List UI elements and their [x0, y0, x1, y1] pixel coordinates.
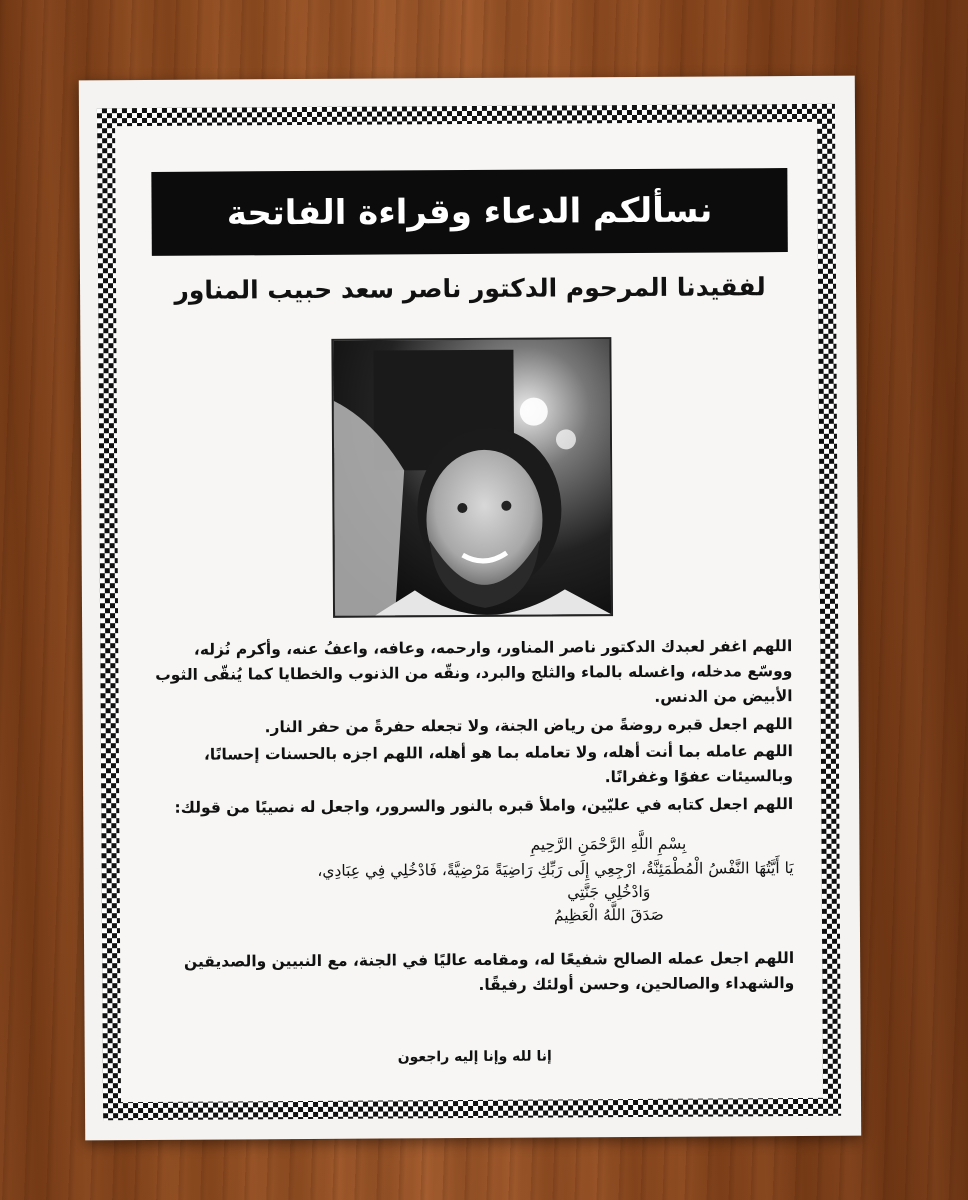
prayer-paragraph-1: اللهم اغفر لعبدك الدكتور ناصر المناور، وارحمه، وعافه، واعفُ عنه، وأكرم نُزله، ووسّع مدخله، واغسله بالماء والثلج والبرد، ونقّه من الذنوب والخطايا كما يُنقّى الثوب الأبيض من الدنس. — [155, 637, 793, 706]
portrait-photo-svg — [333, 339, 611, 616]
header-banner — [151, 168, 788, 256]
prayer-paragraph-3: اللهم عامله بما أنت أهله، ولا تعامله بما هو أهله، اللهم اجزه بالحسنات إحسانًا، وبالسيئات عفوًا وغفرانًا. — [203, 742, 794, 787]
checker-border — [97, 104, 841, 1120]
verse-line-2: وَادْخُلِي جَنَّتِي — [567, 882, 651, 902]
notice-content — [115, 122, 823, 1102]
verse-closing: صَدَقَ اللَّهُ الْعَظِيمُ — [553, 905, 664, 925]
final-prayer: اللهم اجعل عمله الصالح شفيعًا له، ومقامه عاليًا في الجنة، مع النبيين والصديقين والشهداء والصالحين، وحسن أولئك رفيقًا. — [183, 949, 795, 994]
prayer-paragraph-4: اللهم اجعل كتابه في عليّين، واملأ قبره بالنور والسرور، واجعل له نصيبًا من قولك: — [174, 795, 794, 817]
paper-sheet — [79, 76, 861, 1141]
verse-line-1: يَا أَيَّتُهَا النَّفْسُ الْمُطْمَئِنَّةُ، ارْجِعِي إِلَى رَبِّكِ رَاضِيَةً مَرْضِيَّةً، فَادْخُلِي فِي عِبَادِي، — [317, 859, 794, 880]
footer-line: إنا لله وإنا إليه راجعون — [397, 1048, 552, 1066]
header-text: نسألكم الدعاء وقراءة الفاتحة — [226, 190, 713, 234]
portrait-photo-icon — [331, 337, 613, 618]
subtitle: لفقيدنا المرحوم الدكتور ناصر سعد حبيب المناور — [174, 272, 766, 305]
verse-basmala: بِسْمِ اللَّهِ الرَّحْمَنِ الرَّحِيمِ — [530, 834, 687, 854]
prayer-paragraph-2: اللهم اجعل قبره روضةً من رياض الجنة، ولا تجعله حفرةً من حفر النار. — [264, 715, 793, 737]
